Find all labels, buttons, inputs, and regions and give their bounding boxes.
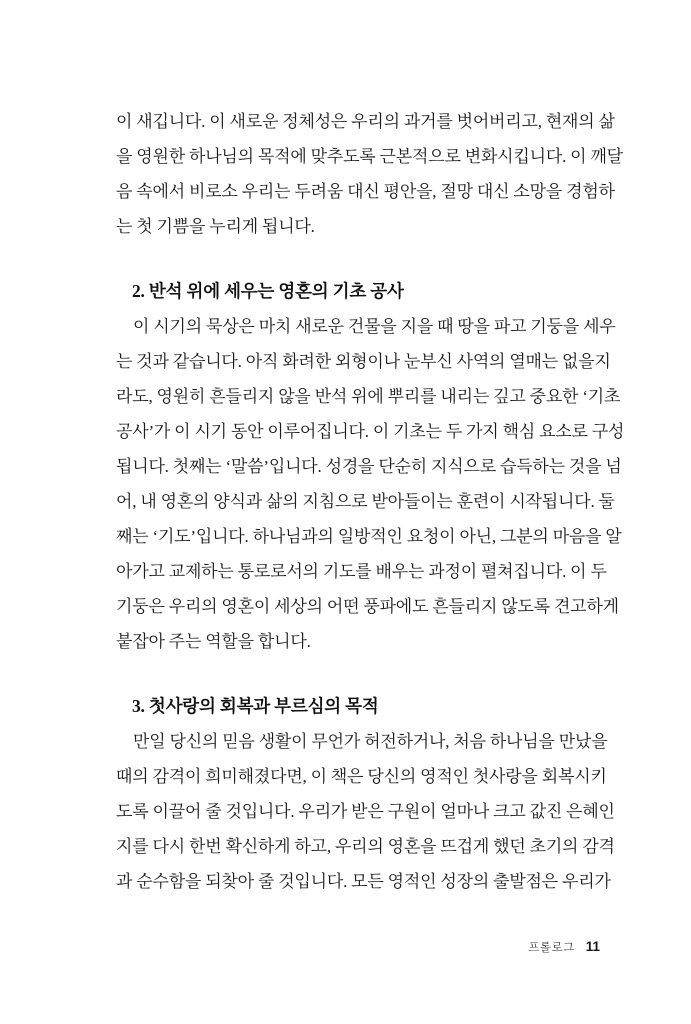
text-line: 라도, 영원히 흔들리지 않을 반석 위에 뿌리를 내리는 깊고 중요한 ‘기초: [116, 387, 621, 406]
section-heading-2: 2. 반석 위에 세우는 영혼의 기초 공사: [132, 281, 404, 301]
footer-page-number: 11: [585, 939, 600, 955]
paragraph: [116, 309, 625, 659]
text-line: 공사’가 이 시기 동안 이루어집니다. 이 기초는 두 가지 핵심 요소로 구성: [116, 422, 625, 441]
text-line: 과 순수함을 되찾아 줄 것입니다. 모든 영적인 성장의 출발점은 우리가: [116, 872, 611, 891]
paragraph: [116, 104, 623, 244]
text-line: 만일 당신의 믿음 생활이 무언가 허전하거나, 처음 하나님을 만났을: [133, 732, 608, 751]
text-line: 을 영원한 하나님의 목적에 맞추도록 근본적으로 변화시킵니다. 이 깨달: [116, 147, 623, 166]
text-line: 됩니다. 첫째는 ‘말씀’입니다. 성경을 단순히 지식으로 습득하는 것을 넘: [116, 457, 622, 476]
section-heading-3: 3. 첫사랑의 회복과 부르심의 목적: [132, 696, 379, 716]
footer-section-label: 프롤로그: [528, 941, 575, 954]
text-line: 는 첫 기쁨을 누리게 됩니다.: [116, 217, 315, 236]
text-line: 째는 ‘기도’입니다. 하나님과의 일방적인 요청이 아닌, 그분의 마음을 알: [116, 527, 622, 546]
text-line: 는 것과 같습니다. 아직 화려한 외형이나 눈부신 사역의 열매는 없을지: [116, 352, 611, 371]
text-line: 이 새깁니다. 이 새로운 정체성은 우리의 과거를 벗어버리고, 현재의 삶: [116, 112, 615, 131]
text-line: 음 속에서 비로소 우리는 두려움 대신 평안을, 절망 대신 소망을 경험하: [116, 182, 615, 201]
text-line: 어, 내 영혼의 양식과 삶의 지침으로 받아들이는 훈련이 시작됩니다. 둘: [116, 492, 615, 511]
paragraph: [116, 724, 615, 899]
text-line: 지를 다시 한번 확신하게 하고, 우리의 영혼을 뜨겁게 했던 초기의 감격: [116, 837, 615, 856]
text-line: 기둥은 우리의 영혼이 세상의 어떤 풍파에도 흔들리지 않도록 견고하게: [116, 597, 619, 616]
text-line: 도록 이끌어 줄 것입니다. 우리가 받은 구원이 얼마나 크고 값진 은혜인: [116, 802, 615, 821]
page-body-text: [116, 104, 625, 899]
text-line: 붙잡아 주는 역할을 합니다.: [116, 632, 311, 651]
text-line: 때의 감격이 희미해졌다면, 이 책은 당신의 영적인 첫사랑을 회복시키: [116, 767, 607, 786]
text-line: 아가고 교제하는 통로로서의 기도를 배우는 과정이 펼쳐집니다. 이 두: [116, 562, 607, 581]
page-footer: [116, 938, 600, 956]
text-line: 이 시기의 묵상은 마치 새로운 건물을 지을 때 땅을 파고 기둥을 세우: [133, 317, 616, 336]
